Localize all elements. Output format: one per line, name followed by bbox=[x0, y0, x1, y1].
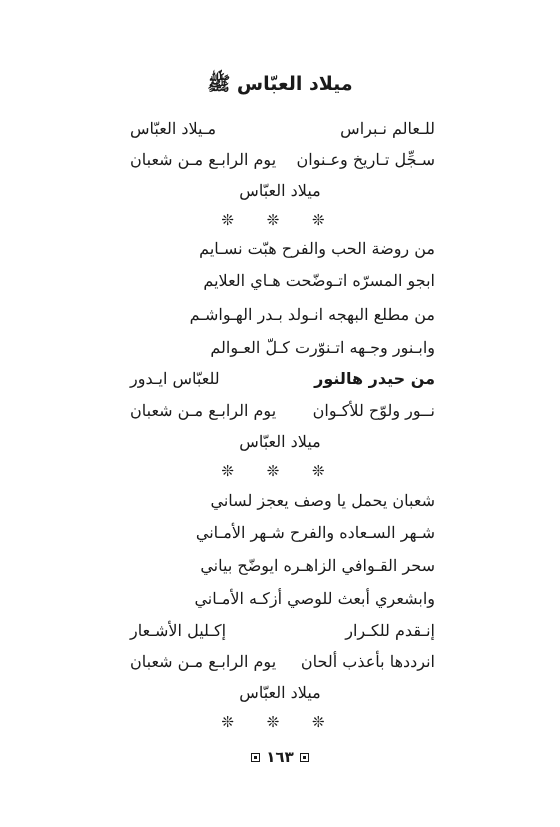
verse-first-hemistich: انرددها بأعذب ألحان bbox=[300, 652, 435, 671]
refrain-line: ميلاد العبّاس bbox=[239, 181, 321, 200]
verse-second-hemistich: مـيلاد العبّاس bbox=[130, 119, 217, 138]
verse-line bbox=[130, 520, 435, 546]
verse-line bbox=[130, 366, 435, 392]
verse-text: من روضة الحب والفرح هبّت نسـايم bbox=[199, 239, 435, 258]
verse-text: شـهر السـعاده والفرح شـهر الأمـاني bbox=[195, 523, 435, 542]
section-divider-stars: ❊ ❊ ❊ bbox=[221, 462, 339, 480]
verse-text: سحر القـوافي الزاهـره ايوضّح بياني bbox=[200, 556, 435, 575]
verse-line bbox=[130, 649, 435, 675]
verse-line bbox=[130, 488, 435, 514]
verse-second-hemistich: إكـليل الأشـعار bbox=[130, 621, 227, 640]
verse-line bbox=[130, 302, 435, 328]
section-divider-stars: ❊ ❊ ❊ bbox=[221, 713, 339, 731]
verse-text: وابـنور وجـهه اتـنوّرت كـلّ العـوالم bbox=[210, 338, 435, 357]
verse-second-hemistich: يوم الرابـع مـن شعبان bbox=[130, 401, 277, 420]
refrain-line: ميلاد العبّاس bbox=[239, 432, 321, 451]
verse-first-hemistich: سـجِّل تـاريخ وعـنوان bbox=[296, 150, 435, 169]
ornament-square-icon bbox=[251, 753, 260, 762]
verse-second-hemistich: للعبّاس ايـدور bbox=[130, 369, 220, 388]
verse-text: ابجو المسرّه اتـوضّحت هـاي العلايم bbox=[203, 271, 435, 290]
ornament-square-icon bbox=[300, 753, 309, 762]
verse-line bbox=[130, 116, 435, 142]
verse-line bbox=[130, 618, 435, 644]
verse-line bbox=[130, 586, 435, 612]
verse-second-hemistich: يوم الرابـع مـن شعبان bbox=[130, 652, 277, 671]
verse-line bbox=[130, 398, 435, 424]
verse-line bbox=[130, 268, 435, 294]
verse-text: شعبان يحمل يا وصف يعجز لساني bbox=[210, 491, 435, 510]
verse-second-hemistich: يوم الرابـع مـن شعبان bbox=[130, 150, 277, 169]
verse-line bbox=[130, 335, 435, 361]
verse-line bbox=[130, 553, 435, 579]
verse-first-hemistich: من حيدر هالنور bbox=[314, 369, 435, 388]
verse-text: وابشعري أبعث للوصي أزكـه الأمـاني bbox=[194, 589, 435, 608]
section-divider-stars: ❊ ❊ ❊ bbox=[221, 211, 339, 229]
verse-text: من مطلع البهجه انـولد بـدر الهـواشـم bbox=[189, 305, 435, 324]
verse-first-hemistich: للـعالم نـبراس bbox=[340, 119, 435, 138]
verse-line bbox=[130, 236, 435, 262]
poem-title: ميلاد العبّاس ﷺ bbox=[207, 73, 353, 95]
verse-line bbox=[130, 147, 435, 173]
refrain-line: ميلاد العبّاس bbox=[239, 683, 321, 702]
verse-first-hemistich: نــور ولوّح للأكـوان bbox=[312, 401, 435, 420]
page-number: ١٦٣ bbox=[266, 748, 294, 766]
page-number-footer bbox=[0, 748, 560, 766]
verse-first-hemistich: إنـقدم للكـرار bbox=[345, 621, 435, 640]
